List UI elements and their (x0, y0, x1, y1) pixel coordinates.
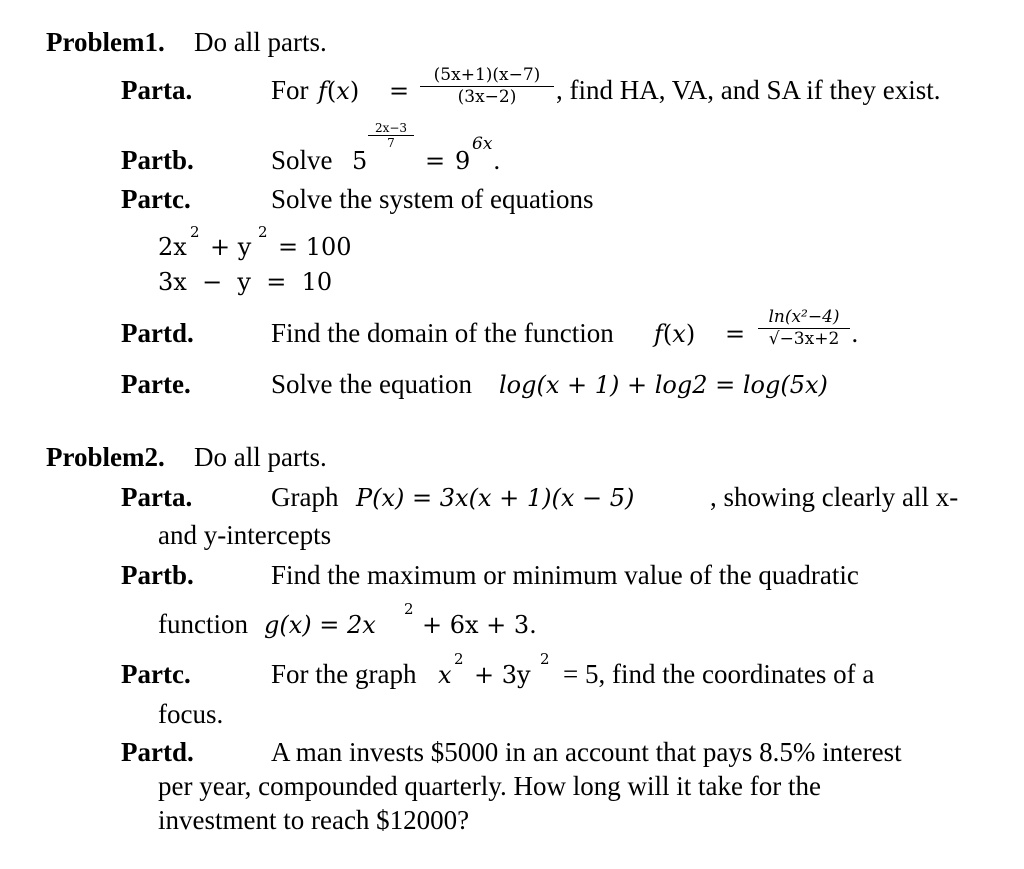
p2-partd-line3: investment to reach $12000? (158, 805, 470, 835)
p1-partd-equals: = (725, 320, 746, 348)
p1-partb-equals: = (425, 147, 446, 175)
p1-parta-equals: = (389, 77, 410, 105)
p2-partc-x-term: x (438, 661, 452, 689)
p1-partb-base1: 5 (352, 147, 368, 175)
p1-partd-numerator: ln(x²−4) (768, 307, 840, 327)
p1-partc-eq2: 3x − y = 10 (158, 268, 333, 296)
problem2-instruction: Do all parts. (194, 442, 327, 472)
p2-partc-sq1: 2 (454, 650, 464, 668)
p2-partc-label: Partc. (121, 659, 191, 689)
p2-partb-g-expr: g(x) = 2x (264, 611, 376, 639)
p1-partd-denominator: √−3x+2 (768, 329, 840, 349)
p1-parte-equation: log(x + 1) + log2 = log(5x) (499, 371, 828, 399)
p2-partc-plus-term: + 3y (474, 661, 531, 689)
p1-parta-text-pre: For (271, 75, 309, 105)
p1-parte-label: Parte. (121, 369, 191, 399)
p2-parta-text-post: , showing clearly all x- (710, 482, 959, 512)
p1-partc-eq1-sq2: 2 (258, 223, 268, 241)
p1-parta-text-post: , find HA, VA, and SA if they exist. (556, 75, 941, 105)
p2-parta-text-pre: Graph (271, 482, 339, 512)
p1-partc-eq1-plus: + y (210, 233, 252, 261)
p1-parte-text-pre: Solve the equation (271, 369, 472, 399)
p1-partb-exp2: 6x (472, 134, 493, 154)
p1-partd-fraction (758, 309, 850, 348)
p2-partc-text-pre: For the graph (271, 659, 417, 689)
problem2-heading: Problem2. (46, 442, 165, 472)
p1-partd-label: Partd. (121, 318, 194, 348)
p2-partb-line2-pre: function (158, 609, 248, 639)
p1-partc-text: Solve the system of equations (271, 184, 594, 214)
p2-partd-label: Partd. (121, 737, 194, 767)
p1-partb-period: . (493, 147, 501, 175)
p1-parta-fraction (420, 67, 554, 106)
p2-partb-g-rest: + 6x + 3. (422, 611, 537, 639)
problem1-heading: Problem1. (46, 27, 165, 57)
p1-partb-exp-den: 7 (387, 136, 395, 150)
p1-parta-f: f(x) (318, 77, 360, 105)
p2-partb-label: Partb. (121, 560, 194, 590)
p1-partb-exponent (368, 122, 414, 149)
p2-partd-line2: per year, compounded quarterly. How long will it take for the (158, 771, 821, 801)
p2-parta-p-expr: P(x) = 3x(x + 1)(x − 5) (356, 484, 635, 512)
p2-partc-sq2: 2 (540, 650, 550, 668)
p1-partb-label: Partb. (121, 145, 194, 175)
p1-partd-period: . (851, 320, 859, 348)
p1-partc-eq1-rhs: = 100 (278, 233, 352, 261)
p2-partc-rest: = 5, find the coordinates of a (563, 659, 875, 689)
p1-parta-denominator: (3x−2) (457, 87, 517, 107)
p1-partd-f: f(x) (654, 320, 696, 348)
p2-partd-line1: A man invests $5000 in an account that pays 8.5% interest (271, 737, 902, 767)
p1-parta-label: Parta. (121, 75, 193, 105)
p2-partc-line2: focus. (158, 699, 224, 729)
problem1-instruction: Do all parts. (194, 27, 327, 57)
p2-parta-label: Parta. (121, 482, 193, 512)
p1-partd-text-pre: Find the domain of the function (271, 318, 614, 348)
p1-partb-base2: 9 (455, 147, 471, 175)
p2-partb-text: Find the maximum or minimum value of the quadratic (271, 560, 859, 590)
p1-partc-label: Partc. (121, 184, 191, 214)
p2-parta-line2: and y-intercepts (158, 520, 332, 550)
p1-partb-exp-num: 2x−3 (374, 121, 408, 135)
p2-partb-sq: 2 (404, 600, 414, 618)
p1-partc-eq1-sq1: 2 (190, 223, 200, 241)
p1-partc-eq1-lhs: 2x (158, 233, 187, 261)
p1-partb-text-pre: Solve (271, 145, 333, 175)
p1-parta-numerator: (5x+1)(x−7) (433, 65, 541, 85)
